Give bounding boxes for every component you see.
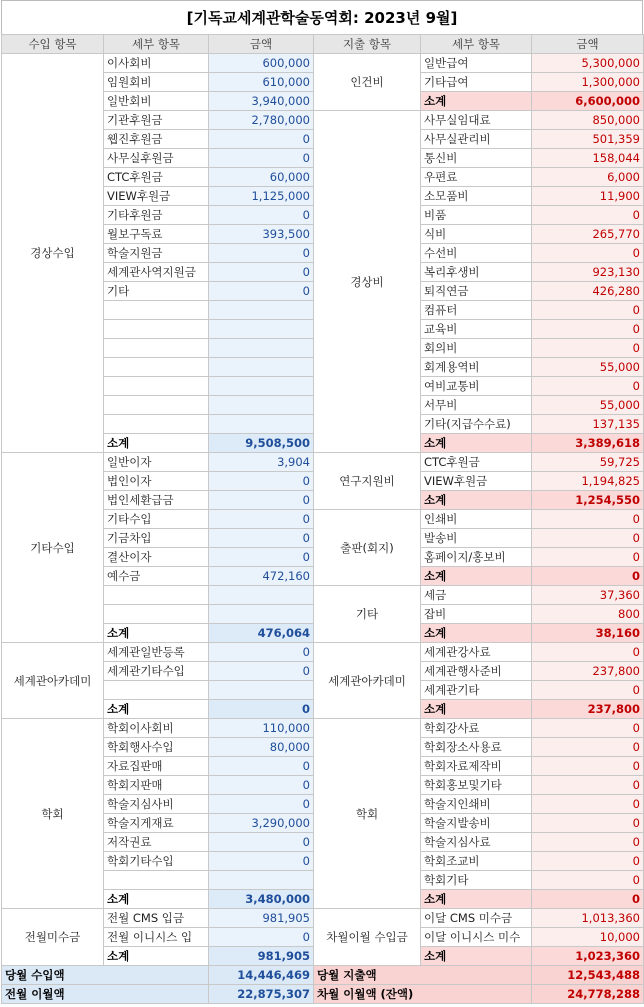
expense-item-amount: 59,725 xyxy=(532,453,644,472)
expense-item-label: 발송비 xyxy=(421,529,532,548)
income-item-amount xyxy=(209,377,314,396)
income-item-amount: 0 xyxy=(209,472,314,491)
income-item-amount: 0 xyxy=(209,928,314,947)
income-item-label: 기금차입 xyxy=(104,529,209,548)
income-item-amount: 600,000 xyxy=(209,54,314,73)
header-row xyxy=(2,35,644,54)
expense-category: 인건비 xyxy=(314,54,421,111)
income-item-label xyxy=(104,871,209,890)
expense-category: 연구지원비 xyxy=(314,453,421,510)
income-item-amount: 3,904 xyxy=(209,453,314,472)
column-header: 수입 항목 xyxy=(2,35,104,54)
income-item-amount: 981,905 xyxy=(209,909,314,928)
income-item-amount xyxy=(209,586,314,605)
expense-item-label: 학술지인쇄비 xyxy=(421,795,532,814)
expense-item-label: 사무실관리비 xyxy=(421,130,532,149)
expense-item-amount: 0 xyxy=(532,529,644,548)
income-item-label: 월보구독료 xyxy=(104,225,209,244)
expense-item-label: 홈페이지/홍보비 xyxy=(421,548,532,567)
income-item-label xyxy=(104,320,209,339)
expense-item-label: 학회자료제작비 xyxy=(421,757,532,776)
expense-item-amount: 0 xyxy=(532,833,644,852)
income-item-amount: 0 xyxy=(209,852,314,871)
income-item-amount: 0 xyxy=(209,662,314,681)
income-item-label: 학회지판매 xyxy=(104,776,209,795)
income-subtotal-label: 소계 xyxy=(104,700,209,719)
expense-item-amount: 1,194,825 xyxy=(532,472,644,491)
income-item-label xyxy=(104,415,209,434)
expense-item-label: 학술지심사료 xyxy=(421,833,532,852)
expense-subtotal-amount: 6,600,000 xyxy=(532,92,644,111)
income-subtotal-amount: 981,905 xyxy=(209,947,314,966)
expense-item-amount: 0 xyxy=(532,244,644,263)
expense-item-label: CTC후원금 xyxy=(421,453,532,472)
table-row xyxy=(2,453,644,472)
expense-item-label: 회계용역비 xyxy=(421,358,532,377)
income-item-label xyxy=(104,681,209,700)
income-subtotal-label: 소계 xyxy=(104,890,209,909)
expense-summary-label: 차월 이월액 (잔액) xyxy=(314,985,532,1004)
expense-item-amount: 0 xyxy=(532,320,644,339)
expense-item-amount: 55,000 xyxy=(532,396,644,415)
expense-subtotal-label: 소계 xyxy=(421,890,532,909)
expense-item-amount: 10,000 xyxy=(532,928,644,947)
income-item-label xyxy=(104,339,209,358)
income-item-amount xyxy=(209,396,314,415)
expense-subtotal-label: 소계 xyxy=(421,567,532,586)
income-item-amount xyxy=(209,320,314,339)
expense-item-label: 비품 xyxy=(421,206,532,225)
income-category: 경상수입 xyxy=(2,54,104,453)
expense-category: 학회 xyxy=(314,719,421,909)
expense-item-amount: 0 xyxy=(532,548,644,567)
income-item-amount: 0 xyxy=(209,643,314,662)
expense-category: 출판(회지) xyxy=(314,510,421,586)
expense-subtotal-amount: 3,389,618 xyxy=(532,434,644,453)
expense-subtotal-label: 소계 xyxy=(421,491,532,510)
income-item-label: VIEW후원금 xyxy=(104,187,209,206)
expense-item-label: 세계관강사료 xyxy=(421,643,532,662)
income-item-amount: 0 xyxy=(209,776,314,795)
expense-subtotal-amount: 1,023,360 xyxy=(532,947,644,966)
income-item-label: 이사회비 xyxy=(104,54,209,73)
income-item-amount: 110,000 xyxy=(209,719,314,738)
income-item-label: 학회행사수입 xyxy=(104,738,209,757)
income-item-amount: 80,000 xyxy=(209,738,314,757)
expense-item-label: 소모품비 xyxy=(421,187,532,206)
income-item-amount: 393,500 xyxy=(209,225,314,244)
income-item-label xyxy=(104,358,209,377)
income-category: 전월미수금 xyxy=(2,909,104,966)
income-item-label: 기타 xyxy=(104,282,209,301)
income-item-label: 세계관일반등록 xyxy=(104,643,209,662)
income-item-amount xyxy=(209,339,314,358)
income-item-amount: 3,940,000 xyxy=(209,92,314,111)
income-subtotal-label: 소계 xyxy=(104,434,209,453)
column-header: 세부 항목 xyxy=(104,35,209,54)
expense-item-label: 복리후생비 xyxy=(421,263,532,282)
expense-item-amount: 923,130 xyxy=(532,263,644,282)
income-item-amount: 0 xyxy=(209,282,314,301)
expense-item-amount: 0 xyxy=(532,871,644,890)
expense-category: 세계관아카데미 xyxy=(314,643,421,719)
expense-item-amount: 0 xyxy=(532,339,644,358)
expense-item-amount: 237,800 xyxy=(532,662,644,681)
expense-item-amount: 137,135 xyxy=(532,415,644,434)
income-item-label: 학회이사회비 xyxy=(104,719,209,738)
expense-item-amount: 0 xyxy=(532,719,644,738)
expense-subtotal-label: 소계 xyxy=(421,624,532,643)
expense-item-amount: 0 xyxy=(532,776,644,795)
expense-item-amount: 850,000 xyxy=(532,111,644,130)
income-item-amount: 0 xyxy=(209,795,314,814)
table-row xyxy=(2,719,644,738)
income-item-label xyxy=(104,377,209,396)
column-header: 금액 xyxy=(209,35,314,54)
income-item-amount: 0 xyxy=(209,244,314,263)
income-item-amount: 0 xyxy=(209,206,314,225)
income-subtotal-label: 소계 xyxy=(104,624,209,643)
income-item-label: CTC후원금 xyxy=(104,168,209,187)
income-item-amount xyxy=(209,415,314,434)
expense-item-amount: 0 xyxy=(532,681,644,700)
expense-item-label: 세계관기타 xyxy=(421,681,532,700)
expense-item-amount: 800 xyxy=(532,605,644,624)
income-summary-amount: 14,446,469 xyxy=(209,966,314,985)
income-subtotal-label: 소계 xyxy=(104,947,209,966)
expense-item-amount: 0 xyxy=(532,643,644,662)
expense-item-label: 통신비 xyxy=(421,149,532,168)
income-summary-label: 전월 이월액 xyxy=(2,985,209,1004)
expense-subtotal-label: 소계 xyxy=(421,700,532,719)
expense-item-amount: 11,900 xyxy=(532,187,644,206)
income-item-label: 결산이자 xyxy=(104,548,209,567)
income-item-amount: 0 xyxy=(209,548,314,567)
income-item-amount xyxy=(209,358,314,377)
expense-item-label: 학회강사료 xyxy=(421,719,532,738)
income-subtotal-amount: 9,508,500 xyxy=(209,434,314,453)
income-item-label xyxy=(104,605,209,624)
expense-subtotal-amount: 1,254,550 xyxy=(532,491,644,510)
expense-subtotal-label: 소계 xyxy=(421,947,532,966)
income-item-amount: 1,125,000 xyxy=(209,187,314,206)
income-item-amount: 60,000 xyxy=(209,168,314,187)
income-category: 세계관아카데미 xyxy=(2,643,104,719)
expense-item-amount: 0 xyxy=(532,738,644,757)
expense-item-amount: 426,280 xyxy=(532,282,644,301)
income-item-amount: 0 xyxy=(209,510,314,529)
income-item-label: 기타수입 xyxy=(104,510,209,529)
income-item-label: 학술지게재료 xyxy=(104,814,209,833)
income-item-amount: 0 xyxy=(209,833,314,852)
expense-item-amount: 6,000 xyxy=(532,168,644,187)
ledger-table xyxy=(1,34,644,1004)
expense-item-amount: 0 xyxy=(532,757,644,776)
expense-category: 차월이월 수입금 xyxy=(314,909,421,966)
expense-item-amount: 501,359 xyxy=(532,130,644,149)
income-item-label: 전월 이니시스 입 xyxy=(104,928,209,947)
expense-item-amount: 55,000 xyxy=(532,358,644,377)
expense-item-amount: 0 xyxy=(532,206,644,225)
income-item-label: 학회기타수입 xyxy=(104,852,209,871)
income-item-label: 세계관사역지원금 xyxy=(104,263,209,282)
expense-item-label: 여비교통비 xyxy=(421,377,532,396)
income-item-amount: 0 xyxy=(209,130,314,149)
income-item-label: 일반회비 xyxy=(104,92,209,111)
expense-subtotal-amount: 0 xyxy=(532,890,644,909)
expense-item-amount: 1,013,360 xyxy=(532,909,644,928)
income-subtotal-amount: 0 xyxy=(209,700,314,719)
income-item-amount: 0 xyxy=(209,149,314,168)
expense-item-amount: 5,300,000 xyxy=(532,54,644,73)
expense-item-label: 사무실임대료 xyxy=(421,111,532,130)
expense-item-label: 회의비 xyxy=(421,339,532,358)
income-item-label: 법인세환급금 xyxy=(104,491,209,510)
expense-item-label: 교육비 xyxy=(421,320,532,339)
income-item-label xyxy=(104,301,209,320)
expense-item-label: 서무비 xyxy=(421,396,532,415)
page-title: [기독교세계관학술동역회: 2023년 9월] xyxy=(1,0,643,34)
income-item-label: 학술지심사비 xyxy=(104,795,209,814)
column-header: 지출 항목 xyxy=(314,35,421,54)
column-header: 금액 xyxy=(532,35,644,54)
expense-item-amount: 0 xyxy=(532,852,644,871)
expense-item-label: 기타(지급수수료) xyxy=(421,415,532,434)
table-row xyxy=(2,643,644,662)
expense-category: 경상비 xyxy=(314,111,421,453)
expense-item-label: 인쇄비 xyxy=(421,510,532,529)
expense-item-label: 이달 CMS 미수금 xyxy=(421,909,532,928)
expense-item-label: 수선비 xyxy=(421,244,532,263)
expense-item-label: 퇴직연금 xyxy=(421,282,532,301)
expense-subtotal-label: 소계 xyxy=(421,92,532,111)
income-item-amount xyxy=(209,681,314,700)
income-category: 학회 xyxy=(2,719,104,909)
expense-subtotal-amount: 237,800 xyxy=(532,700,644,719)
income-item-label: 저작권료 xyxy=(104,833,209,852)
expense-item-label: 기타급여 xyxy=(421,73,532,92)
income-item-label: 웹진후원금 xyxy=(104,130,209,149)
expense-item-label: VIEW후원금 xyxy=(421,472,532,491)
expense-item-label: 학회장소사용료 xyxy=(421,738,532,757)
expense-item-label: 식비 xyxy=(421,225,532,244)
income-item-label: 기관후원금 xyxy=(104,111,209,130)
expense-item-amount: 0 xyxy=(532,510,644,529)
income-item-amount: 0 xyxy=(209,529,314,548)
expense-item-label: 학회조교비 xyxy=(421,852,532,871)
expense-item-label: 학회기타 xyxy=(421,871,532,890)
expense-item-amount: 0 xyxy=(532,377,644,396)
income-item-amount xyxy=(209,871,314,890)
expense-item-label: 학술지발송비 xyxy=(421,814,532,833)
income-item-label: 세계관기타수입 xyxy=(104,662,209,681)
expense-item-label: 잡비 xyxy=(421,605,532,624)
expense-item-label: 학회홍보및기타 xyxy=(421,776,532,795)
expense-summary-label: 당월 지출액 xyxy=(314,966,532,985)
expense-item-amount: 37,360 xyxy=(532,586,644,605)
income-item-label: 기타후원금 xyxy=(104,206,209,225)
income-subtotal-amount: 3,480,000 xyxy=(209,890,314,909)
expense-item-amount: 158,044 xyxy=(532,149,644,168)
expense-item-label: 컴퓨터 xyxy=(421,301,532,320)
expense-item-amount: 1,300,000 xyxy=(532,73,644,92)
income-item-label: 법인이자 xyxy=(104,472,209,491)
income-item-amount: 0 xyxy=(209,757,314,776)
income-item-amount: 0 xyxy=(209,491,314,510)
income-item-label: 예수금 xyxy=(104,567,209,586)
income-item-label xyxy=(104,586,209,605)
income-item-label: 학술지원금 xyxy=(104,244,209,263)
expense-item-label: 세계관행사준비 xyxy=(421,662,532,681)
expense-subtotal-amount: 0 xyxy=(532,567,644,586)
summary-row xyxy=(2,966,644,985)
expense-item-label: 일반급여 xyxy=(421,54,532,73)
income-item-label: 임원회비 xyxy=(104,73,209,92)
expense-summary-amount: 12,543,488 xyxy=(532,966,644,985)
table-row xyxy=(2,909,644,928)
expense-item-label: 이달 이니시스 미수 xyxy=(421,928,532,947)
income-item-amount: 3,290,000 xyxy=(209,814,314,833)
income-item-amount xyxy=(209,301,314,320)
income-item-amount: 472,160 xyxy=(209,567,314,586)
income-item-label: 일반이자 xyxy=(104,453,209,472)
expense-subtotal-label: 소계 xyxy=(421,434,532,453)
income-summary-label: 당월 수입액 xyxy=(2,966,209,985)
expense-item-amount: 0 xyxy=(532,795,644,814)
income-summary-amount: 22,875,307 xyxy=(209,985,314,1004)
column-header: 세부 항목 xyxy=(421,35,532,54)
income-item-label: 자료집판매 xyxy=(104,757,209,776)
expense-item-amount: 0 xyxy=(532,301,644,320)
table-row xyxy=(2,54,644,73)
income-item-amount: 610,000 xyxy=(209,73,314,92)
income-item-label: 사무실후원금 xyxy=(104,149,209,168)
expense-summary-amount: 24,778,288 xyxy=(532,985,644,1004)
income-item-amount xyxy=(209,605,314,624)
expense-category: 기타 xyxy=(314,586,421,643)
income-category: 기타수입 xyxy=(2,453,104,643)
expense-item-amount: 265,770 xyxy=(532,225,644,244)
income-item-label: 전월 CMS 입금 xyxy=(104,909,209,928)
summary-row xyxy=(2,985,644,1004)
expense-item-label: 세금 xyxy=(421,586,532,605)
income-item-amount: 0 xyxy=(209,263,314,282)
income-item-amount: 2,780,000 xyxy=(209,111,314,130)
income-item-label xyxy=(104,396,209,415)
expense-item-label: 우편료 xyxy=(421,168,532,187)
income-subtotal-amount: 476,064 xyxy=(209,624,314,643)
expense-subtotal-amount: 38,160 xyxy=(532,624,644,643)
expense-item-amount: 0 xyxy=(532,814,644,833)
